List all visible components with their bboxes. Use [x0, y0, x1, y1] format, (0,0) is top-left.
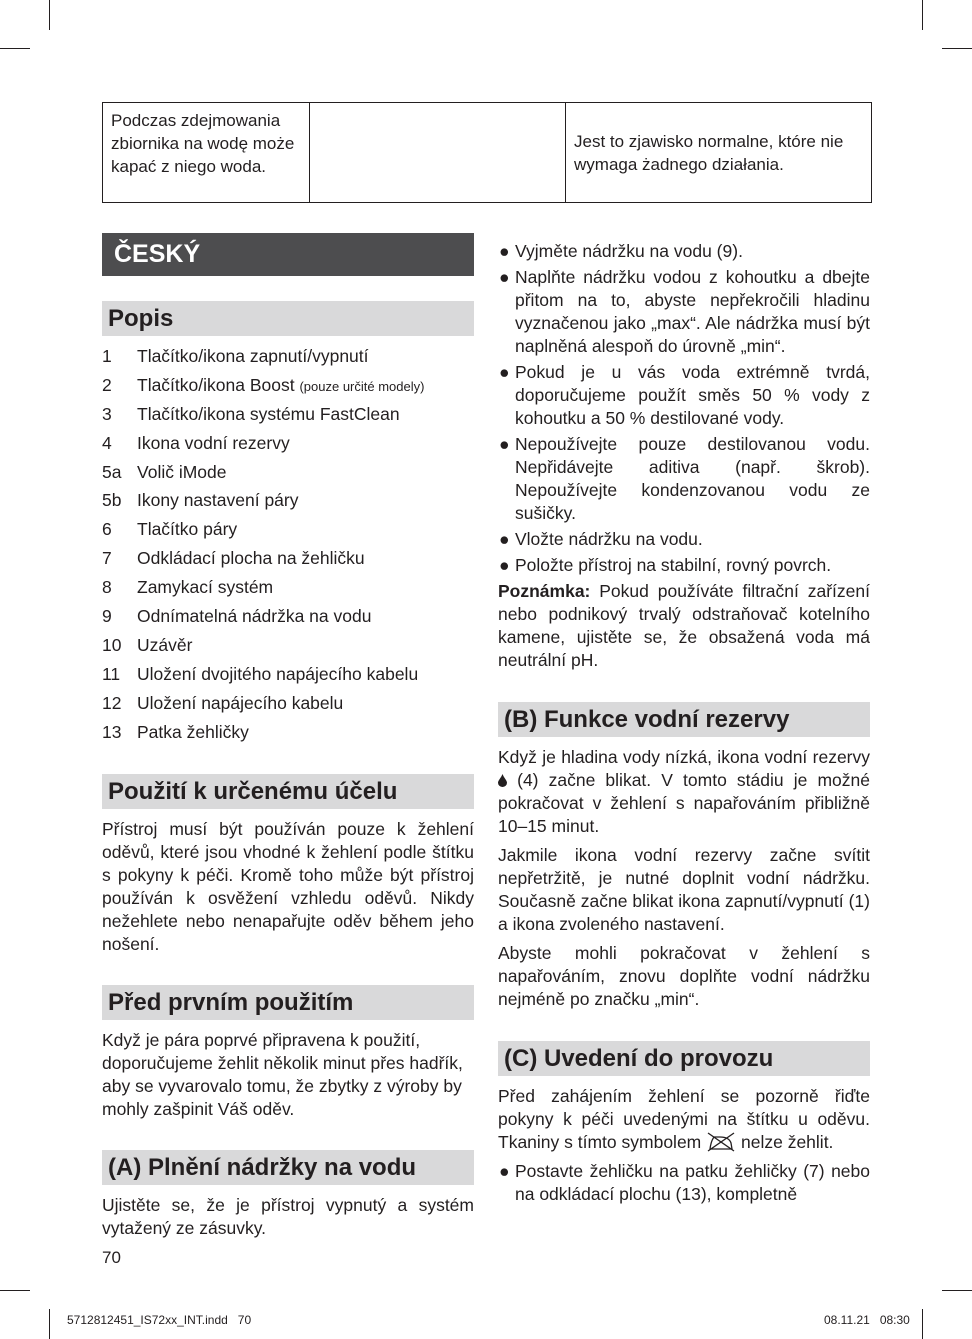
note-paragraph	[498, 580, 870, 672]
paragraph-text: nelze žehlit.	[741, 1132, 834, 1152]
list-item	[102, 429, 474, 458]
item-label: Odkládací plocha na žehličku	[137, 548, 365, 569]
crop-mark	[49, 0, 50, 30]
item-number: 10	[102, 634, 122, 655]
bullet-dot: ●	[499, 241, 510, 261]
paragraph-text: Když je hladina vody nízká, ikona vodní rezervy	[498, 747, 870, 767]
bullet-text: Naplňte nádržku vodou z kohoutku a dbejte přitom na to, abyste nepřekročili hladinu vyznačenou jako „max“. Ale nádržka musí být naplněná alespoň do úrovně „min“.	[515, 267, 870, 356]
item-number: 9	[102, 606, 112, 627]
bullet-list	[498, 1160, 870, 1206]
section-heading-a: (A) Plnění nádržky na vodu	[102, 1150, 474, 1185]
water-drop-icon	[498, 774, 507, 787]
left-column	[102, 233, 474, 1240]
bullet-text: Vyjměte nádržku na vodu (9).	[515, 241, 743, 261]
list-item	[102, 371, 474, 400]
item-label: Tlačítko/ikona zapnutí/vypnutí	[137, 346, 369, 366]
list-item	[102, 515, 474, 544]
item-number: 3	[102, 403, 112, 424]
item-label: Ikona vodní rezervy	[137, 432, 290, 453]
crop-mark	[0, 48, 30, 49]
list-item	[102, 458, 474, 487]
bullet-dot: ●	[499, 1161, 510, 1181]
page-number: 70	[102, 1248, 121, 1267]
section-heading-pred: Před prvním použitím	[102, 985, 474, 1020]
item-label: Volič iMode	[137, 461, 227, 482]
item-number: 5a	[102, 461, 122, 482]
language-heading: ČESKÝ	[102, 233, 474, 276]
list-item	[102, 573, 474, 602]
item-label: Tlačítko/ikona systému FastClean	[137, 403, 400, 424]
list-item	[102, 631, 474, 660]
bullet-text: Nepoužívejte pouze destilovanou vodu. Nepřidávejte aditiva (např. škrob). Nepoužívejte kondenzovanou vodu ze sušičky.	[515, 434, 870, 523]
list-item	[102, 718, 474, 747]
bullet-item	[498, 361, 870, 430]
bullet-dot: ●	[499, 555, 510, 575]
list-item	[102, 544, 474, 573]
paragraph: Když je pára poprvé připravena k použití, doporučujeme žehlit několik minut přes hadřík, aby se vyvarovalo tomu, že zbytky z výroby by mohly zašpinit Váš oděv.	[102, 1030, 463, 1120]
section-heading-c: (C) Uvedení do provozu	[498, 1041, 870, 1076]
list-item	[102, 342, 474, 371]
item-label: Odnímatelná nádržka na vodu	[137, 606, 372, 627]
bullet-dot: ●	[499, 362, 510, 382]
bullet-list	[498, 240, 870, 577]
crop-mark	[922, 0, 923, 30]
note-text: Pokud používáte filtrační zařízení nebo podnikový trvalý odstraňovač kotelního kamene, ujistěte se, že obsažená voda má neutrální pH.	[498, 581, 870, 670]
item-label: Tlačítko páry	[137, 519, 238, 540]
section-heading-pouziti: Použití k určenému účelu	[102, 774, 474, 809]
no-iron-icon	[706, 1131, 736, 1153]
paragraph-text: Před zahájením žehlení se pozorně řiďte pokyny k péči uvedenými na štítku u oděvu. Tkaniny s tímto symbolem	[498, 1086, 870, 1152]
list-item	[102, 689, 474, 718]
troubleshooting-table	[102, 102, 872, 203]
bullet-text: Postavte žehličku na patku žehličky (7) nebo na odkládací plochu (13), kompletně	[515, 1161, 870, 1204]
list-item	[102, 602, 474, 631]
note-label: Poznámka:	[498, 581, 591, 601]
item-label: Uložení napájecího kabelu	[137, 692, 344, 713]
right-column	[498, 240, 870, 1209]
list-item	[102, 400, 474, 429]
footer-date: 08.11.21 08:30	[824, 1313, 910, 1327]
item-number: 11	[102, 663, 121, 684]
paragraph	[498, 746, 870, 838]
crop-mark	[49, 1309, 50, 1339]
bullet-item	[498, 1160, 870, 1206]
parts-list	[102, 342, 474, 746]
list-item	[102, 660, 474, 689]
item-label: Patka žehličky	[137, 721, 249, 742]
bullet-item	[498, 266, 870, 358]
list-item	[102, 486, 474, 515]
crop-mark	[942, 48, 972, 49]
item-label: Ikony nastavení páry	[137, 490, 299, 511]
item-number: 13	[102, 721, 122, 742]
paragraph: Jakmile ikona vodní rezervy začne svítit nepřetržitě, je nutné doplnit vodní nádržku. Současně začne blikat ikona zapnutí/vypnutí (1) a ikona zvoleného nastavení.	[498, 845, 870, 934]
item-number: 12	[102, 692, 122, 713]
bullet-item	[498, 240, 870, 263]
table-cell: Podczas zdejmowania zbiornika na wodę może kapać z niego woda.	[103, 103, 310, 202]
bullet-item	[498, 528, 870, 551]
paragraph: Ujistěte se, že je přístroj vypnutý a systém vytažený ze zásuvky.	[102, 1195, 474, 1239]
item-number: 2	[102, 374, 112, 395]
item-label: Zamykací systém	[137, 577, 274, 598]
paragraph: Přístroj musí být používán pouze k žehlení oděvů, které jsou vhodné k žehlení podle štítku s pokyny k péči. Kromě toho může být přístroj používán k osvěžení vzhledu oděvů. Nikdy nežehlete nebo nenapařujte oděv během jeho nošení.	[102, 819, 474, 955]
item-number: 6	[102, 519, 112, 540]
item-number: 5b	[102, 490, 122, 511]
crop-mark	[922, 1309, 923, 1339]
crop-mark	[0, 1290, 30, 1291]
item-note: (pouze určité modely)	[299, 378, 425, 394]
item-label	[137, 371, 424, 400]
section-heading-popis: Popis	[102, 301, 474, 336]
bullet-dot: ●	[499, 434, 510, 454]
table-cell	[566, 103, 871, 202]
table-cell-text: Jest to zjawisko normalne, które nie wymaga żadnego działania.	[574, 131, 844, 174]
bullet-text: Vložte nádržku na vodu.	[515, 529, 703, 549]
item-number: 1	[102, 346, 112, 366]
item-label-text: Tlačítko/ikona Boost	[137, 374, 295, 395]
item-number: 8	[102, 577, 112, 598]
bullet-text: Pokud je u vás voda extrémně tvrdá, doporučujeme použít směs 50 % vody z kohoutku a 50 % destilované vody.	[515, 362, 870, 428]
bullet-dot: ●	[499, 529, 510, 549]
paragraph-text: (4) začne blikat. V tomto stádiu je možné pokračovat v žehlení s napařováním přibližně 10–15 minut.	[498, 770, 870, 836]
item-label: Uložení dvojitého napájecího kabelu	[137, 663, 419, 684]
item-number: 7	[102, 548, 112, 569]
footer-file: 5712812451_IS72xx_INT.indd 70	[67, 1313, 252, 1327]
section-heading-b: (B) Funkce vodní rezervy	[498, 702, 870, 737]
bullet-item	[498, 433, 870, 525]
item-number: 4	[102, 432, 112, 453]
bullet-dot: ●	[499, 267, 510, 287]
bullet-item	[498, 554, 870, 577]
paragraph: Abyste mohli pokračovat v žehlení s napařováním, znovu doplňte vodní nádržku nejméně po značku „min“.	[498, 943, 870, 1009]
paragraph	[498, 1085, 870, 1154]
table-cell	[310, 103, 566, 202]
item-label: Uzávěr	[137, 634, 193, 655]
crop-mark	[942, 1290, 972, 1291]
bullet-text: Položte přístroj na stabilní, rovný povrch.	[515, 555, 832, 575]
